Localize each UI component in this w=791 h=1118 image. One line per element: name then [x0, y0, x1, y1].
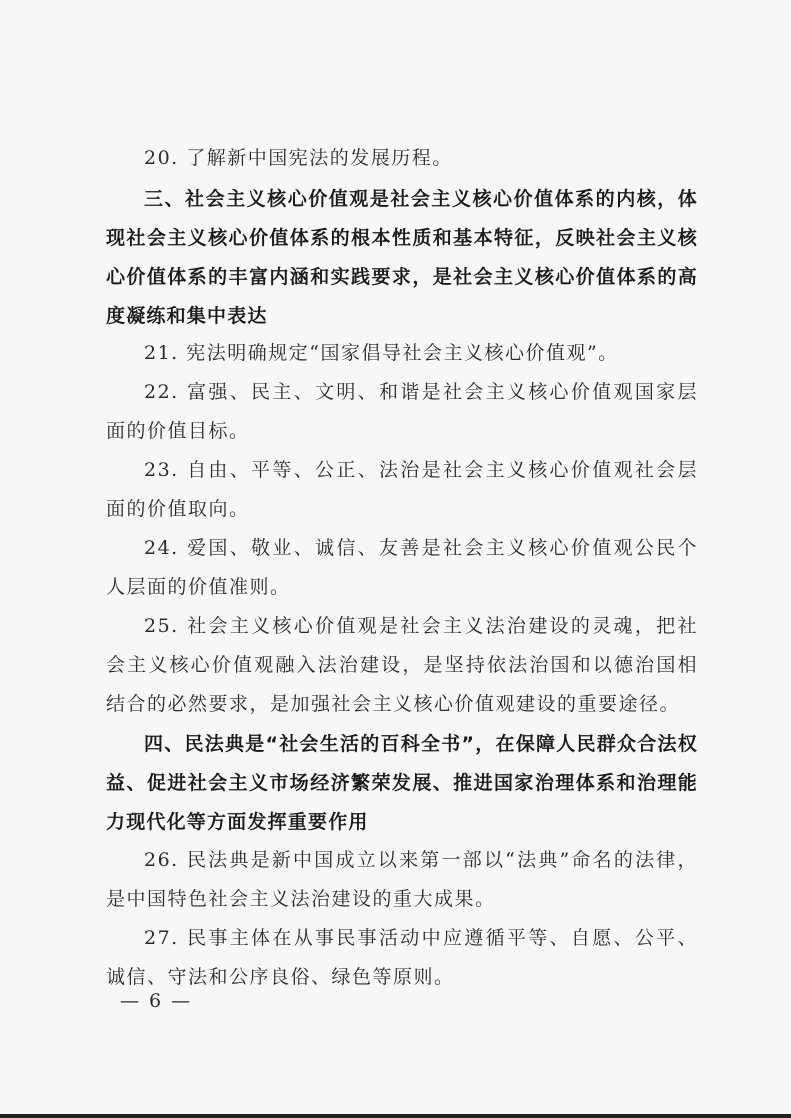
paragraph-23: 23. 自由、平等、公正、法治是社会主义核心价值观社会层面的价值取向。	[106, 459, 698, 520]
paragraph-25: 25. 社会主义核心价值观是社会主义法治建设的灵魂，把社会主义核心价值观融入法治建设，是坚持依法治国和以德治国相结合的必然要求，是加强社会主义核心价值观建设的重要途径。	[106, 615, 698, 715]
section-heading-3: 三、社会主义核心价值观是社会主义核心价值体系的内核，体现社会主义核心价值体系的根本性质和基本特征，反映社会主义核心价值体系的丰富内涵和实践要求，是社会主义核心价值体系的高度凝练和集中表达	[106, 188, 698, 327]
section-heading-4: 四、民法典是“社会生活的百科全书”，在保障人民群众合法权益、促进社会主义市场经济繁荣发展、推进国家治理体系和治理能力现代化等方面发挥重要作用	[106, 733, 698, 833]
paragraph-27: 27. 民事主体在从事民事活动中应遵循平等、自愿、公平、诚信、守法和公序良俗、绿色等原则。	[106, 927, 698, 988]
paragraph-22: 22. 富强、民主、文明、和谐是社会主义核心价值观国家层面的价值目标。	[106, 381, 698, 442]
scan-edge-divider	[0, 1114, 791, 1118]
paragraph-21: 21. 宪法明确规定“国家倡导社会主义核心价值观”。	[144, 342, 619, 364]
paragraph-24: 24. 爱国、敬业、诚信、友善是社会主义核心价值观公民个人层面的价值准则。	[106, 537, 698, 598]
page-number: — 6 —	[120, 990, 193, 1012]
paragraph-26: 26. 民法典是新中国成立以来第一部以“法典”命名的法律，是中国特色社会主义法治建设的重大成果。	[106, 849, 698, 910]
paragraph-20: 20. 了解新中国宪法的发展历程。	[144, 147, 453, 169]
